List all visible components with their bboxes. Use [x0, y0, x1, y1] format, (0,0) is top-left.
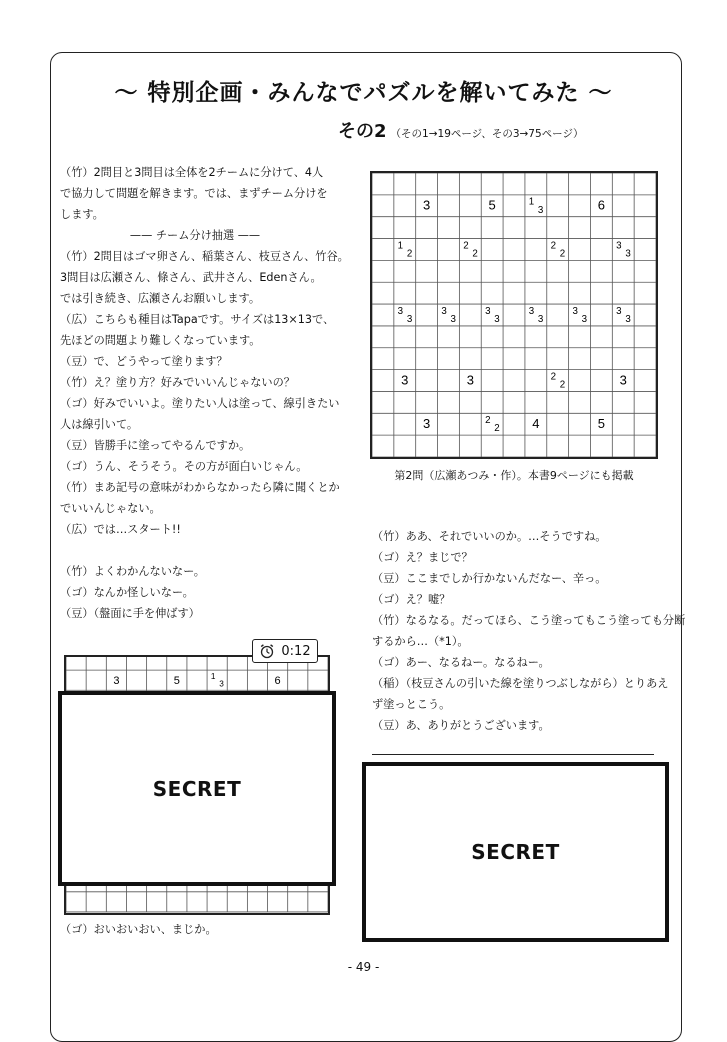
tapa-clue: [398, 240, 413, 259]
tapa-clue: [616, 306, 631, 325]
dialogue-line: （竹）ああ、それでいいのか。…そうですね。: [372, 530, 607, 543]
clue-number: 3: [537, 204, 544, 216]
tapa-clue: [598, 198, 605, 213]
dialogue-line: （豆）（盤面に手を伸ばす）: [60, 607, 200, 620]
tapa-clue: [616, 240, 631, 259]
clue-number: 3: [406, 313, 413, 325]
left-dialogue: [60, 162, 350, 624]
clue-number: 3: [581, 313, 588, 325]
tapa-clue: [551, 371, 566, 390]
tapa-clue: [620, 372, 627, 387]
tapa-clue: [441, 306, 456, 325]
dialogue-line: で協力して問題を解きます。では、まずチーム分けを: [60, 187, 328, 200]
timer-value: 0:12: [281, 643, 311, 659]
tapa-clue: [529, 197, 544, 216]
clue-number: 1: [528, 196, 535, 208]
secret-label: SECRET: [152, 776, 242, 801]
dialogue-line: （広）こちらも種目はTapaです。サイズは13×13で、: [60, 313, 335, 326]
clue-number: 2: [550, 371, 557, 383]
page-number: - 49 -: [347, 960, 380, 974]
dialogue-line: （竹）よくわかんないなー。: [60, 565, 205, 578]
tapa-clue: [398, 306, 413, 325]
grid-caption: 第2問（広瀬あつみ・作）。本書9ページにも掲載: [394, 469, 634, 482]
dialogue-line: （ゴ）え？まじで？: [372, 551, 473, 564]
dialogue-line: 人は線引いて。: [60, 418, 139, 431]
dialogue-line: （ゴ）なんか怪しいなー。: [60, 586, 194, 599]
clue-number: 2: [463, 240, 469, 252]
tapa-puzzle-grid: [370, 171, 658, 459]
clue-number: 3: [401, 372, 409, 388]
clue-number: 5: [173, 674, 180, 687]
clue-number: 3: [537, 313, 544, 325]
dialogue-line-last: （ゴ）おいおいおい、まじか。: [60, 923, 217, 936]
clue-number: 2: [472, 248, 478, 260]
tapa-clue: [485, 306, 500, 325]
clue-number: 2: [485, 415, 491, 427]
clue-number: 3: [422, 197, 431, 213]
clue-number: 5: [597, 416, 606, 432]
lottery-heading: —— チーム分け抽選 ——: [129, 229, 261, 242]
clue-number: 4: [532, 416, 540, 432]
dialogue-line: （竹）2問目と3問目は全体を2チームに分けて、4人: [60, 166, 324, 179]
dialogue-line: します。: [60, 208, 104, 221]
subtitle-note: （その1→19ページ、その3→75ページ）: [390, 128, 584, 140]
clue-number: 6: [597, 197, 606, 213]
tapa-clue: [489, 198, 496, 213]
clue-number: 3: [625, 248, 631, 260]
clue-number: 3: [572, 305, 578, 317]
tapa-clue: [401, 372, 408, 387]
clue-number: 3: [616, 240, 622, 252]
clue-number: 3: [625, 313, 631, 325]
timer: [252, 639, 318, 663]
tapa-clue: [529, 306, 544, 325]
secret-box-left: [58, 691, 336, 886]
clue-number: 3: [397, 305, 404, 317]
dialogue-line: 3問目は広瀬さん、條さん、武井さん、Edenさん。: [60, 271, 322, 284]
clue-number: 3: [494, 313, 500, 325]
tapa-clue: [572, 306, 587, 325]
dialogue-line: （豆）あ、ありがとうございます。: [372, 719, 550, 732]
tapa-clue: [551, 240, 566, 259]
tapa-clue: [485, 415, 500, 434]
clue-number: 3: [485, 305, 491, 317]
tapa-clue: [598, 416, 605, 431]
right-dialogue: [372, 526, 686, 736]
tapa-grid-svg: [372, 173, 656, 457]
dialogue-line: 先ほどの問題より難しくなっています。: [60, 334, 261, 347]
clue-number: 2: [494, 423, 500, 435]
page-title: 〜 特別企画・みんなでパズルを解いてみた 〜: [114, 80, 613, 106]
clue-number: 3: [466, 372, 474, 388]
subtitle-main: その2: [338, 121, 387, 142]
dialogue-line: （豆）皆勝手に塗ってやるんですか。: [60, 439, 251, 452]
dialogue-line: （竹）2問目はゴマ卵さん、稲葉さん、枝豆さん、竹谷。: [60, 250, 349, 263]
dialogue-line: では引き続き、広瀬さんお願いします。: [60, 292, 261, 305]
tapa-clue: [211, 672, 224, 688]
dialogue-line: するから…（*1）。: [372, 635, 469, 648]
clue-number: 2: [559, 379, 566, 391]
dialogue-line: （竹）え？塗り方？好みでいいんじゃないの？: [60, 376, 295, 389]
tapa-clue: [467, 372, 474, 387]
clue-number: 1: [397, 240, 404, 252]
dialogue-line: （広）では…スタート!!: [60, 523, 181, 536]
secret-label: SECRET: [471, 840, 560, 864]
clue-number: 2: [406, 248, 413, 260]
dialogue-line: （稲）（枝豆さんの引いた線を塗りつぶしながら）とりあえ: [372, 677, 669, 690]
clue-number: 3: [422, 416, 431, 432]
dialogue-line: （ゴ）え？嘘？: [372, 593, 451, 606]
clue-number: 3: [619, 372, 627, 388]
clue-number: 3: [450, 313, 456, 325]
tapa-clue: [174, 675, 180, 687]
dialogue-line: （ゴ）好みでいいよ。塗りたい人は塗って、線引きたい: [60, 397, 340, 410]
tapa-clue: [113, 675, 119, 687]
clue-number: 3: [113, 674, 120, 687]
secret-box-right: [362, 762, 669, 942]
dialogue-line: （ゴ）うん、そうそう。その方が面白いじゃん。: [60, 460, 308, 473]
tapa-clue: [423, 416, 430, 431]
tapa-clue: [532, 416, 539, 431]
tapa-clue: [423, 198, 430, 213]
clue-number: 3: [616, 305, 622, 317]
clue-number: 2: [550, 240, 557, 252]
dialogue-line: （竹）なるなる。だってほら、こう塗ってもこう塗っても分断: [372, 614, 686, 627]
dialogue-line: ず塗っとこう。: [372, 698, 451, 711]
tapa-clue: [463, 240, 478, 259]
dialogue-line: （豆）ここまでしか行かないんだなー、辛っ。: [372, 572, 607, 585]
dialogue-line: でいいんじゃない。: [60, 502, 161, 515]
section-divider: [372, 754, 654, 755]
tapa-clue: [275, 675, 281, 687]
clue-number: 1: [210, 672, 216, 682]
dialogue-line: （竹）まあ記号の意味がわからなかったら隣に聞くとか: [60, 481, 340, 494]
clue-number: 2: [559, 248, 566, 260]
dialogue-line: （豆）で、どうやって塗ります？: [60, 355, 228, 368]
subtitle: [338, 117, 583, 143]
clue-number: 3: [441, 305, 447, 317]
alarm-clock-icon: [259, 643, 275, 659]
clue-number: 5: [488, 197, 496, 213]
clue-number: 3: [528, 305, 535, 317]
clue-number: 3: [219, 679, 224, 689]
blank-line: [60, 540, 350, 561]
dialogue-line: （ゴ）あー、なるねー。なるねー。: [372, 656, 550, 669]
clue-number: 6: [274, 674, 281, 687]
